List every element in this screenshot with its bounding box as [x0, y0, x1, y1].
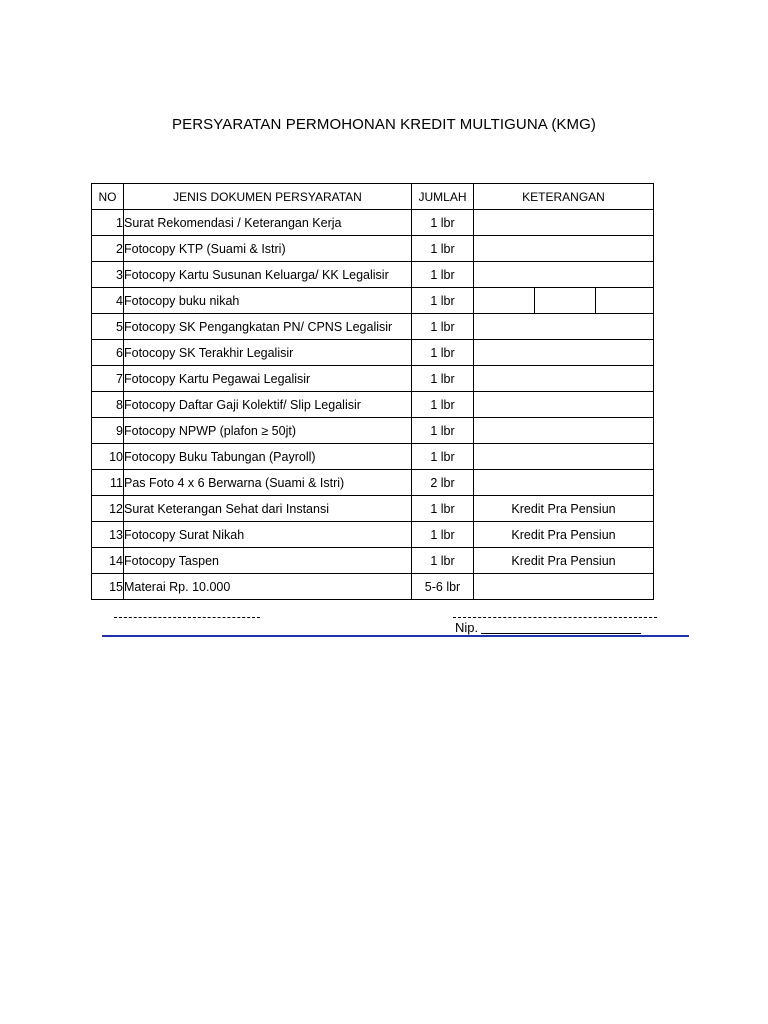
- row-quantity: 1 lbr: [412, 548, 474, 574]
- row-document: Fotocopy buku nikah: [124, 288, 412, 314]
- row-number: 10: [92, 444, 124, 470]
- table-row: [92, 262, 654, 288]
- row-remarks: [474, 236, 654, 262]
- row-quantity: 1 lbr: [412, 522, 474, 548]
- table-row: [92, 340, 654, 366]
- row-remarks: [474, 574, 654, 600]
- table-row: [92, 470, 654, 496]
- row-remarks: [474, 340, 654, 366]
- header-document-type: JENIS DOKUMEN PERSYARATAN: [124, 184, 412, 210]
- remarks-subcell: [474, 288, 535, 313]
- row-quantity: 1 lbr: [412, 444, 474, 470]
- row-quantity: 1 lbr: [412, 236, 474, 262]
- row-remarks: [474, 210, 654, 236]
- row-remarks: Kredit Pra Pensiun: [474, 522, 654, 548]
- row-document: Fotocopy SK Pengangkatan PN/ CPNS Legalisir: [124, 314, 412, 340]
- table-row: [92, 522, 654, 548]
- row-document: Fotocopy Surat Nikah: [124, 522, 412, 548]
- row-remarks: Kredit Pra Pensiun: [474, 548, 654, 574]
- table-row: [92, 210, 654, 236]
- row-remarks: [474, 314, 654, 340]
- row-quantity: 1 lbr: [412, 210, 474, 236]
- row-number: 13: [92, 522, 124, 548]
- row-number: 8: [92, 392, 124, 418]
- remarks-subcell: [535, 288, 596, 313]
- row-document: Surat Rekomendasi / Keterangan Kerja: [124, 210, 412, 236]
- nip-underline: [481, 633, 641, 634]
- signature-line-right: [453, 617, 657, 618]
- row-quantity: 1 lbr: [412, 340, 474, 366]
- row-document: Pas Foto 4 x 6 Berwarna (Suami & Istri): [124, 470, 412, 496]
- row-quantity: 2 lbr: [412, 470, 474, 496]
- nip-label: Nip.: [455, 620, 479, 635]
- row-document: Fotocopy Buku Tabungan (Payroll): [124, 444, 412, 470]
- table-row: [92, 444, 654, 470]
- document-title: PERSYARATAN PERMOHONAN KREDIT MULTIGUNA (KMG): [172, 116, 596, 133]
- row-number: 15: [92, 574, 124, 600]
- table-row: [92, 392, 654, 418]
- row-number: 7: [92, 366, 124, 392]
- blue-divider-line: [102, 635, 689, 637]
- row-document: Fotocopy Daftar Gaji Kolektif/ Slip Legalisir: [124, 392, 412, 418]
- row-quantity: 1 lbr: [412, 314, 474, 340]
- table-row: [92, 366, 654, 392]
- row-number: 12: [92, 496, 124, 522]
- header-quantity: JUMLAH: [412, 184, 474, 210]
- row-quantity: 1 lbr: [412, 366, 474, 392]
- remarks-subcell: [596, 288, 653, 313]
- table-header-row: [92, 184, 654, 210]
- row-number: 5: [92, 314, 124, 340]
- row-document: Fotocopy KTP (Suami & Istri): [124, 236, 412, 262]
- table-row: [92, 496, 654, 522]
- row-number: 14: [92, 548, 124, 574]
- row-quantity: 1 lbr: [412, 262, 474, 288]
- row-remarks: [474, 392, 654, 418]
- row-number: 6: [92, 340, 124, 366]
- row-remarks: [474, 470, 654, 496]
- table-row: [92, 236, 654, 262]
- table-row: [92, 314, 654, 340]
- row-quantity: 1 lbr: [412, 288, 474, 314]
- row-number: 3: [92, 262, 124, 288]
- row-number: 4: [92, 288, 124, 314]
- row-document: Fotocopy Taspen: [124, 548, 412, 574]
- table-row: [92, 548, 654, 574]
- signature-line-left: [114, 617, 260, 618]
- header-remarks: KETERANGAN: [474, 184, 654, 210]
- row-quantity: 1 lbr: [412, 496, 474, 522]
- row-remarks: Kredit Pra Pensiun: [474, 496, 654, 522]
- row-number: 2: [92, 236, 124, 262]
- row-document: Fotocopy Kartu Pegawai Legalisir: [124, 366, 412, 392]
- row-remarks: [474, 418, 654, 444]
- row-number: 9: [92, 418, 124, 444]
- row-document: Surat Keterangan Sehat dari Instansi: [124, 496, 412, 522]
- table-row: [92, 418, 654, 444]
- row-remarks-split: [474, 288, 654, 314]
- row-quantity: 1 lbr: [412, 392, 474, 418]
- row-quantity: 1 lbr: [412, 418, 474, 444]
- table-row: [92, 288, 654, 314]
- row-document: Materai Rp. 10.000: [124, 574, 412, 600]
- header-no: NO: [92, 184, 124, 210]
- table-row: [92, 574, 654, 600]
- row-document: Fotocopy Kartu Susunan Keluarga/ KK Legalisir: [124, 262, 412, 288]
- row-remarks: [474, 444, 654, 470]
- row-document: Fotocopy NPWP (plafon ≥ 50jt): [124, 418, 412, 444]
- requirements-table: [91, 183, 654, 600]
- row-remarks: [474, 262, 654, 288]
- row-document: Fotocopy SK Terakhir Legalisir: [124, 340, 412, 366]
- row-quantity: 5-6 lbr: [412, 574, 474, 600]
- row-number: 11: [92, 470, 124, 496]
- row-remarks: [474, 366, 654, 392]
- row-number: 1: [92, 210, 124, 236]
